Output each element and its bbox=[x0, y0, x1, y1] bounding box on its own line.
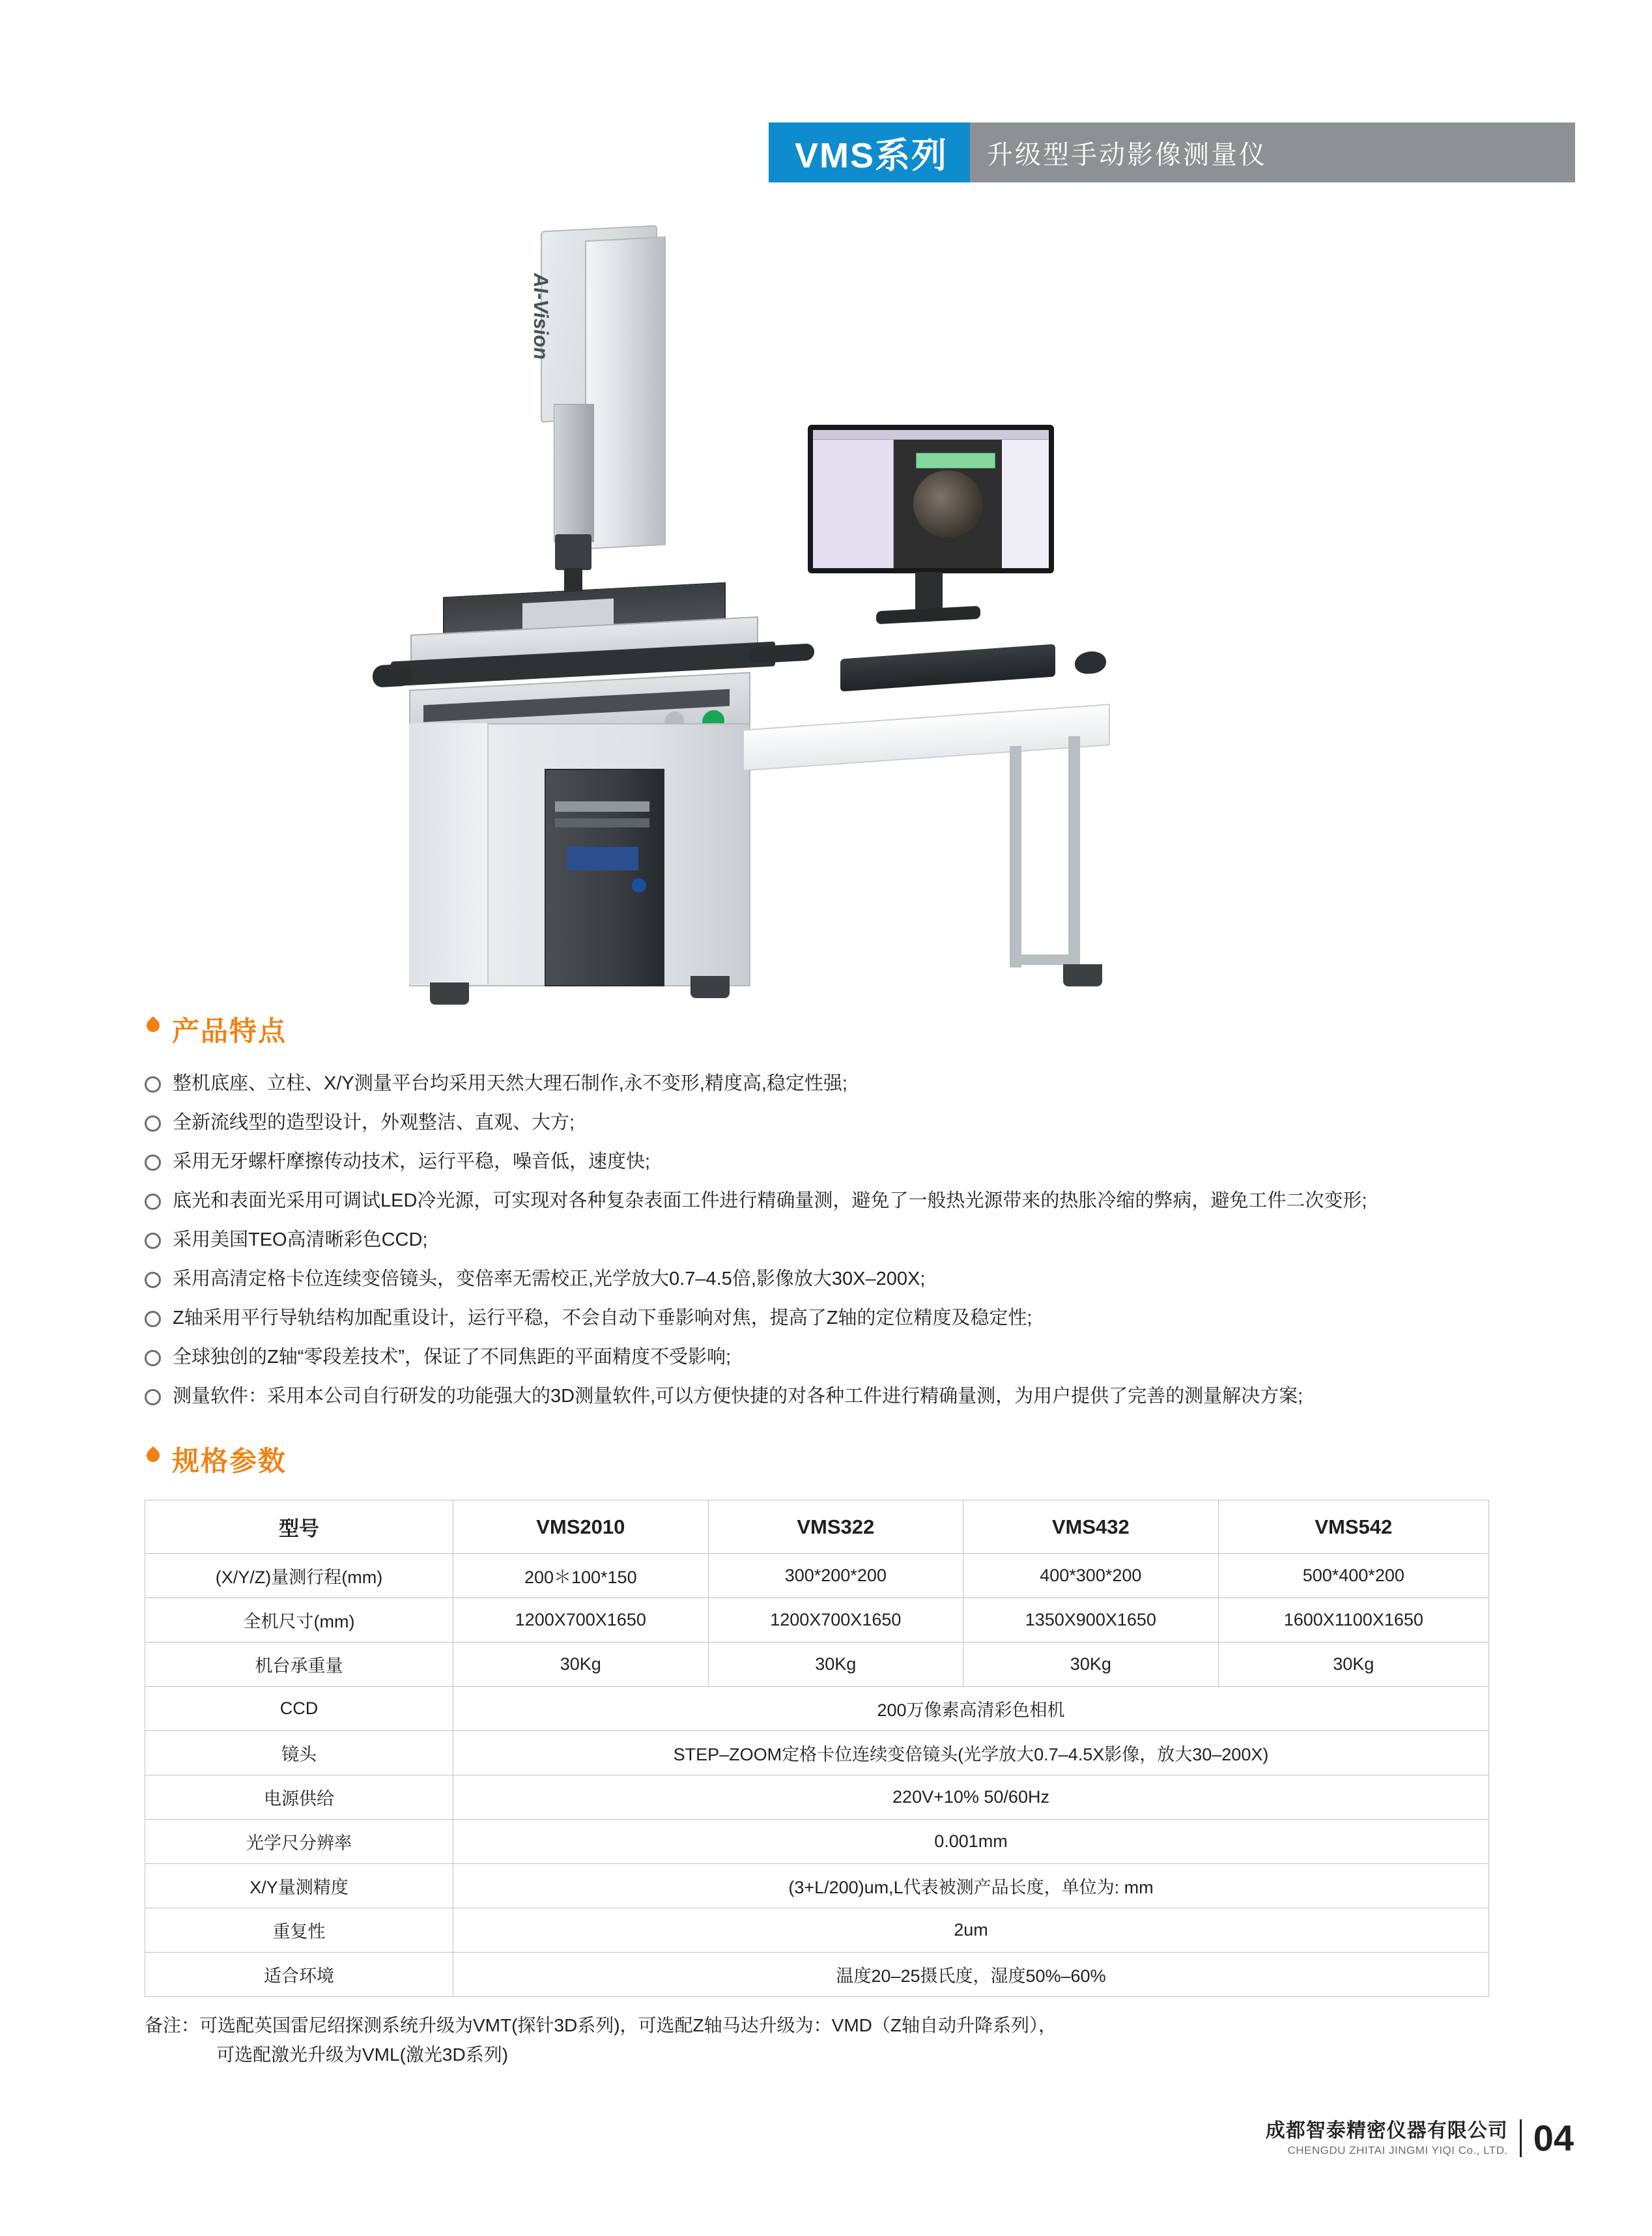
table-cell: 温度20–25摄氏度，湿度50%–60% bbox=[453, 1953, 1489, 1997]
note-line-1: 备注：可选配英国雷尼绍探测系统升级为VMT(探针3D系列)，可选配Z轴马达升级为：VMD（Z轴自动升降系列）， bbox=[145, 2015, 1057, 2035]
product-photo bbox=[326, 195, 1342, 977]
row-label: 机台承重量 bbox=[145, 1642, 453, 1687]
list-item bbox=[145, 1148, 1367, 1175]
list-item bbox=[145, 1109, 1367, 1136]
table-row bbox=[145, 1731, 1489, 1775]
table-cell: 500*400*200 bbox=[1218, 1554, 1488, 1598]
row-label: CCD bbox=[145, 1687, 453, 1731]
table-row bbox=[145, 1908, 1489, 1953]
desk-top bbox=[743, 704, 1110, 771]
feature-text: 采用无牙螺杆摩擦传动技术，运行平稳，噪音低，速度快; bbox=[173, 1151, 651, 1173]
specifications-section bbox=[145, 1440, 1489, 2070]
ring-bullet-icon bbox=[145, 1350, 161, 1366]
machine-neck bbox=[554, 404, 594, 542]
list-item bbox=[145, 1304, 1367, 1332]
table-cell: 30Kg bbox=[453, 1642, 709, 1687]
tower-drive-bay-2 bbox=[555, 818, 649, 827]
table-header-cell: VMS432 bbox=[963, 1500, 1219, 1554]
desk-leg-left bbox=[1010, 746, 1021, 968]
machine-foot-left bbox=[430, 982, 469, 1005]
feature-text: Z轴采用平行导轨结构加配重设计，运行平稳，不会自动下垂影响对焦，提高了Z轴的定位精度及稳定性; bbox=[173, 1308, 1032, 1329]
row-label: 电源供给 bbox=[145, 1775, 453, 1820]
page-footer bbox=[1266, 2117, 1574, 2159]
lens-housing bbox=[555, 534, 591, 570]
machine-column bbox=[585, 236, 666, 549]
table-cell: 1600X1100X1650 bbox=[1218, 1598, 1488, 1642]
stage-knob-right bbox=[749, 643, 814, 663]
list-item bbox=[145, 1187, 1367, 1214]
desk-leg-right bbox=[1068, 736, 1080, 964]
feature-text: 采用美国TEO高清晰彩色CCD; bbox=[173, 1229, 428, 1251]
cabinet-door bbox=[409, 723, 489, 984]
series-title: VMS系列 bbox=[769, 122, 970, 182]
table-header-cell: VMS322 bbox=[708, 1500, 963, 1554]
ring-bullet-icon bbox=[145, 1076, 161, 1093]
feature-text: 全球独创的Z轴“零段差技术”，保证了不同焦距的平面精度不受影响; bbox=[173, 1347, 732, 1368]
table-cell: 220V+10% 50/60Hz bbox=[453, 1775, 1489, 1820]
power-button-icon bbox=[632, 878, 646, 893]
keyboard bbox=[840, 644, 1055, 691]
feature-text: 整机底座、立柱、X/Y测量平台均采用天然大理石制作,永不变形,精度高,稳定性强; bbox=[173, 1073, 847, 1094]
company-name-en: CHENGDU ZHITAI JINGMI YIQI Co., LTD. bbox=[1287, 2143, 1508, 2157]
ring-bullet-icon bbox=[145, 1272, 161, 1288]
table-row bbox=[145, 1687, 1489, 1731]
table-cell: STEP–ZOOM定格卡位连续变倍镜头(光学放大0.7–4.5X影像，放大30–200X) bbox=[453, 1731, 1489, 1775]
table-header-cell: VMS542 bbox=[1218, 1500, 1488, 1554]
flame-icon bbox=[145, 1447, 162, 1472]
footer-divider bbox=[1520, 2119, 1522, 2157]
software-status-bar bbox=[916, 453, 995, 468]
company-name-cn: 成都智泰精密仪器有限公司 bbox=[1265, 2120, 1508, 2142]
page-number: 04 bbox=[1533, 2117, 1574, 2158]
list-item bbox=[145, 1226, 1367, 1254]
row-label: 镜头 bbox=[145, 1731, 453, 1775]
machine-logo: AI-Vision bbox=[530, 272, 552, 360]
row-label: 光学尺分辨率 bbox=[145, 1820, 453, 1864]
list-item bbox=[145, 1070, 1367, 1097]
features-heading bbox=[145, 1010, 1367, 1049]
feature-text: 测量软件：采用本公司自行研发的功能强大的3D测量软件,可以方便快捷的对各种工件进行精确量测，为用户提供了完善的测量解决方案; bbox=[173, 1386, 1303, 1407]
monitor-screen bbox=[813, 430, 1049, 568]
row-label: 适合环境 bbox=[145, 1953, 453, 1997]
tower-front-panel bbox=[567, 847, 638, 870]
feature-text: 底光和表面光采用可调试LED冷光源，可实现对各种复杂表面工件进行精确量测，避免了一般热光源带来的热胀冷缩的弊病，避免工件二次变形; bbox=[173, 1190, 1367, 1212]
desk-crossbar bbox=[1010, 954, 1080, 965]
table-row bbox=[145, 1953, 1489, 1997]
machine-foot-right bbox=[691, 976, 730, 998]
mouse bbox=[1075, 650, 1106, 674]
table-cell: 200万像素高清彩色相机 bbox=[453, 1687, 1489, 1731]
note-line-2: 可选配激光升级为VML(激光3D系列) bbox=[216, 2044, 509, 2065]
features-list bbox=[145, 1070, 1367, 1410]
software-left-panel bbox=[813, 440, 894, 568]
row-label: 重复性 bbox=[145, 1908, 453, 1953]
software-image-view bbox=[894, 440, 1002, 568]
table-cell: 200＊100*150 bbox=[453, 1554, 709, 1598]
table-row bbox=[145, 1554, 1489, 1598]
software-body bbox=[813, 440, 1049, 568]
table-cell: 1200X700X1650 bbox=[708, 1598, 963, 1642]
table-row bbox=[145, 1642, 1489, 1687]
table-cell: 0.001mm bbox=[453, 1820, 1489, 1864]
feature-text: 采用高清定格卡位连续变倍镜头，变倍率无需校正,光学放大0.7–4.5倍,影像放大30X–200X; bbox=[173, 1268, 926, 1290]
ring-bullet-icon bbox=[145, 1194, 161, 1210]
tower-drive-bay bbox=[555, 801, 649, 812]
features-heading-label: 产品特点 bbox=[172, 1016, 287, 1046]
table-cell: 30Kg bbox=[1218, 1642, 1488, 1687]
table-cell: (3+L/200)um,L代表被测产品长度，单位为: mm bbox=[453, 1864, 1489, 1908]
desk-foot bbox=[1063, 964, 1102, 986]
table-row bbox=[145, 1598, 1489, 1642]
specifications-table bbox=[145, 1500, 1489, 1997]
table-cell: 30Kg bbox=[708, 1642, 963, 1687]
row-label: X/Y量测精度 bbox=[145, 1864, 453, 1908]
table-cell: 30Kg bbox=[963, 1642, 1219, 1687]
ring-bullet-icon bbox=[145, 1389, 161, 1405]
table-row bbox=[145, 1775, 1489, 1820]
monitor bbox=[808, 425, 1054, 573]
row-label: 全机尺寸(mm) bbox=[145, 1598, 453, 1642]
table-row bbox=[145, 1864, 1489, 1908]
features-section bbox=[145, 1010, 1367, 1422]
series-subtitle: 升级型手动影像测量仪 bbox=[970, 122, 1575, 182]
list-item bbox=[145, 1265, 1367, 1293]
feature-text: 全新流线型的造型设计，外观整洁、直观、大方; bbox=[173, 1112, 575, 1134]
ring-bullet-icon bbox=[145, 1233, 161, 1249]
row-label: (X/Y/Z)量测行程(mm) bbox=[145, 1554, 453, 1598]
table-cell: 400*300*200 bbox=[963, 1554, 1219, 1598]
flame-icon bbox=[145, 1017, 162, 1042]
monitor-stand bbox=[915, 572, 943, 612]
table-cell: 2um bbox=[453, 1908, 1489, 1953]
stage-knob-left bbox=[373, 663, 412, 687]
table-header-cell: VMS2010 bbox=[453, 1500, 709, 1554]
table-row bbox=[145, 1820, 1489, 1864]
ring-bullet-icon bbox=[145, 1311, 161, 1327]
monitor-base bbox=[876, 606, 980, 624]
table-cell: 1200X700X1650 bbox=[453, 1598, 709, 1642]
table-cell: 1350X900X1650 bbox=[963, 1598, 1219, 1642]
header-banner bbox=[769, 122, 1575, 182]
table-header-cell: 型号 bbox=[145, 1500, 453, 1554]
table-header-row bbox=[145, 1500, 1489, 1554]
list-item bbox=[145, 1343, 1367, 1371]
specs-note bbox=[145, 2011, 1489, 2070]
ring-bullet-icon bbox=[145, 1154, 161, 1171]
list-item bbox=[145, 1383, 1367, 1410]
software-right-panel bbox=[1002, 440, 1049, 568]
table-cell: 300*200*200 bbox=[708, 1554, 963, 1598]
specs-heading-label: 规格参数 bbox=[172, 1446, 287, 1476]
ring-bullet-icon bbox=[145, 1115, 161, 1132]
company-block bbox=[1266, 2119, 1508, 2157]
software-toolbar bbox=[813, 430, 1049, 440]
specs-heading bbox=[145, 1440, 1489, 1479]
